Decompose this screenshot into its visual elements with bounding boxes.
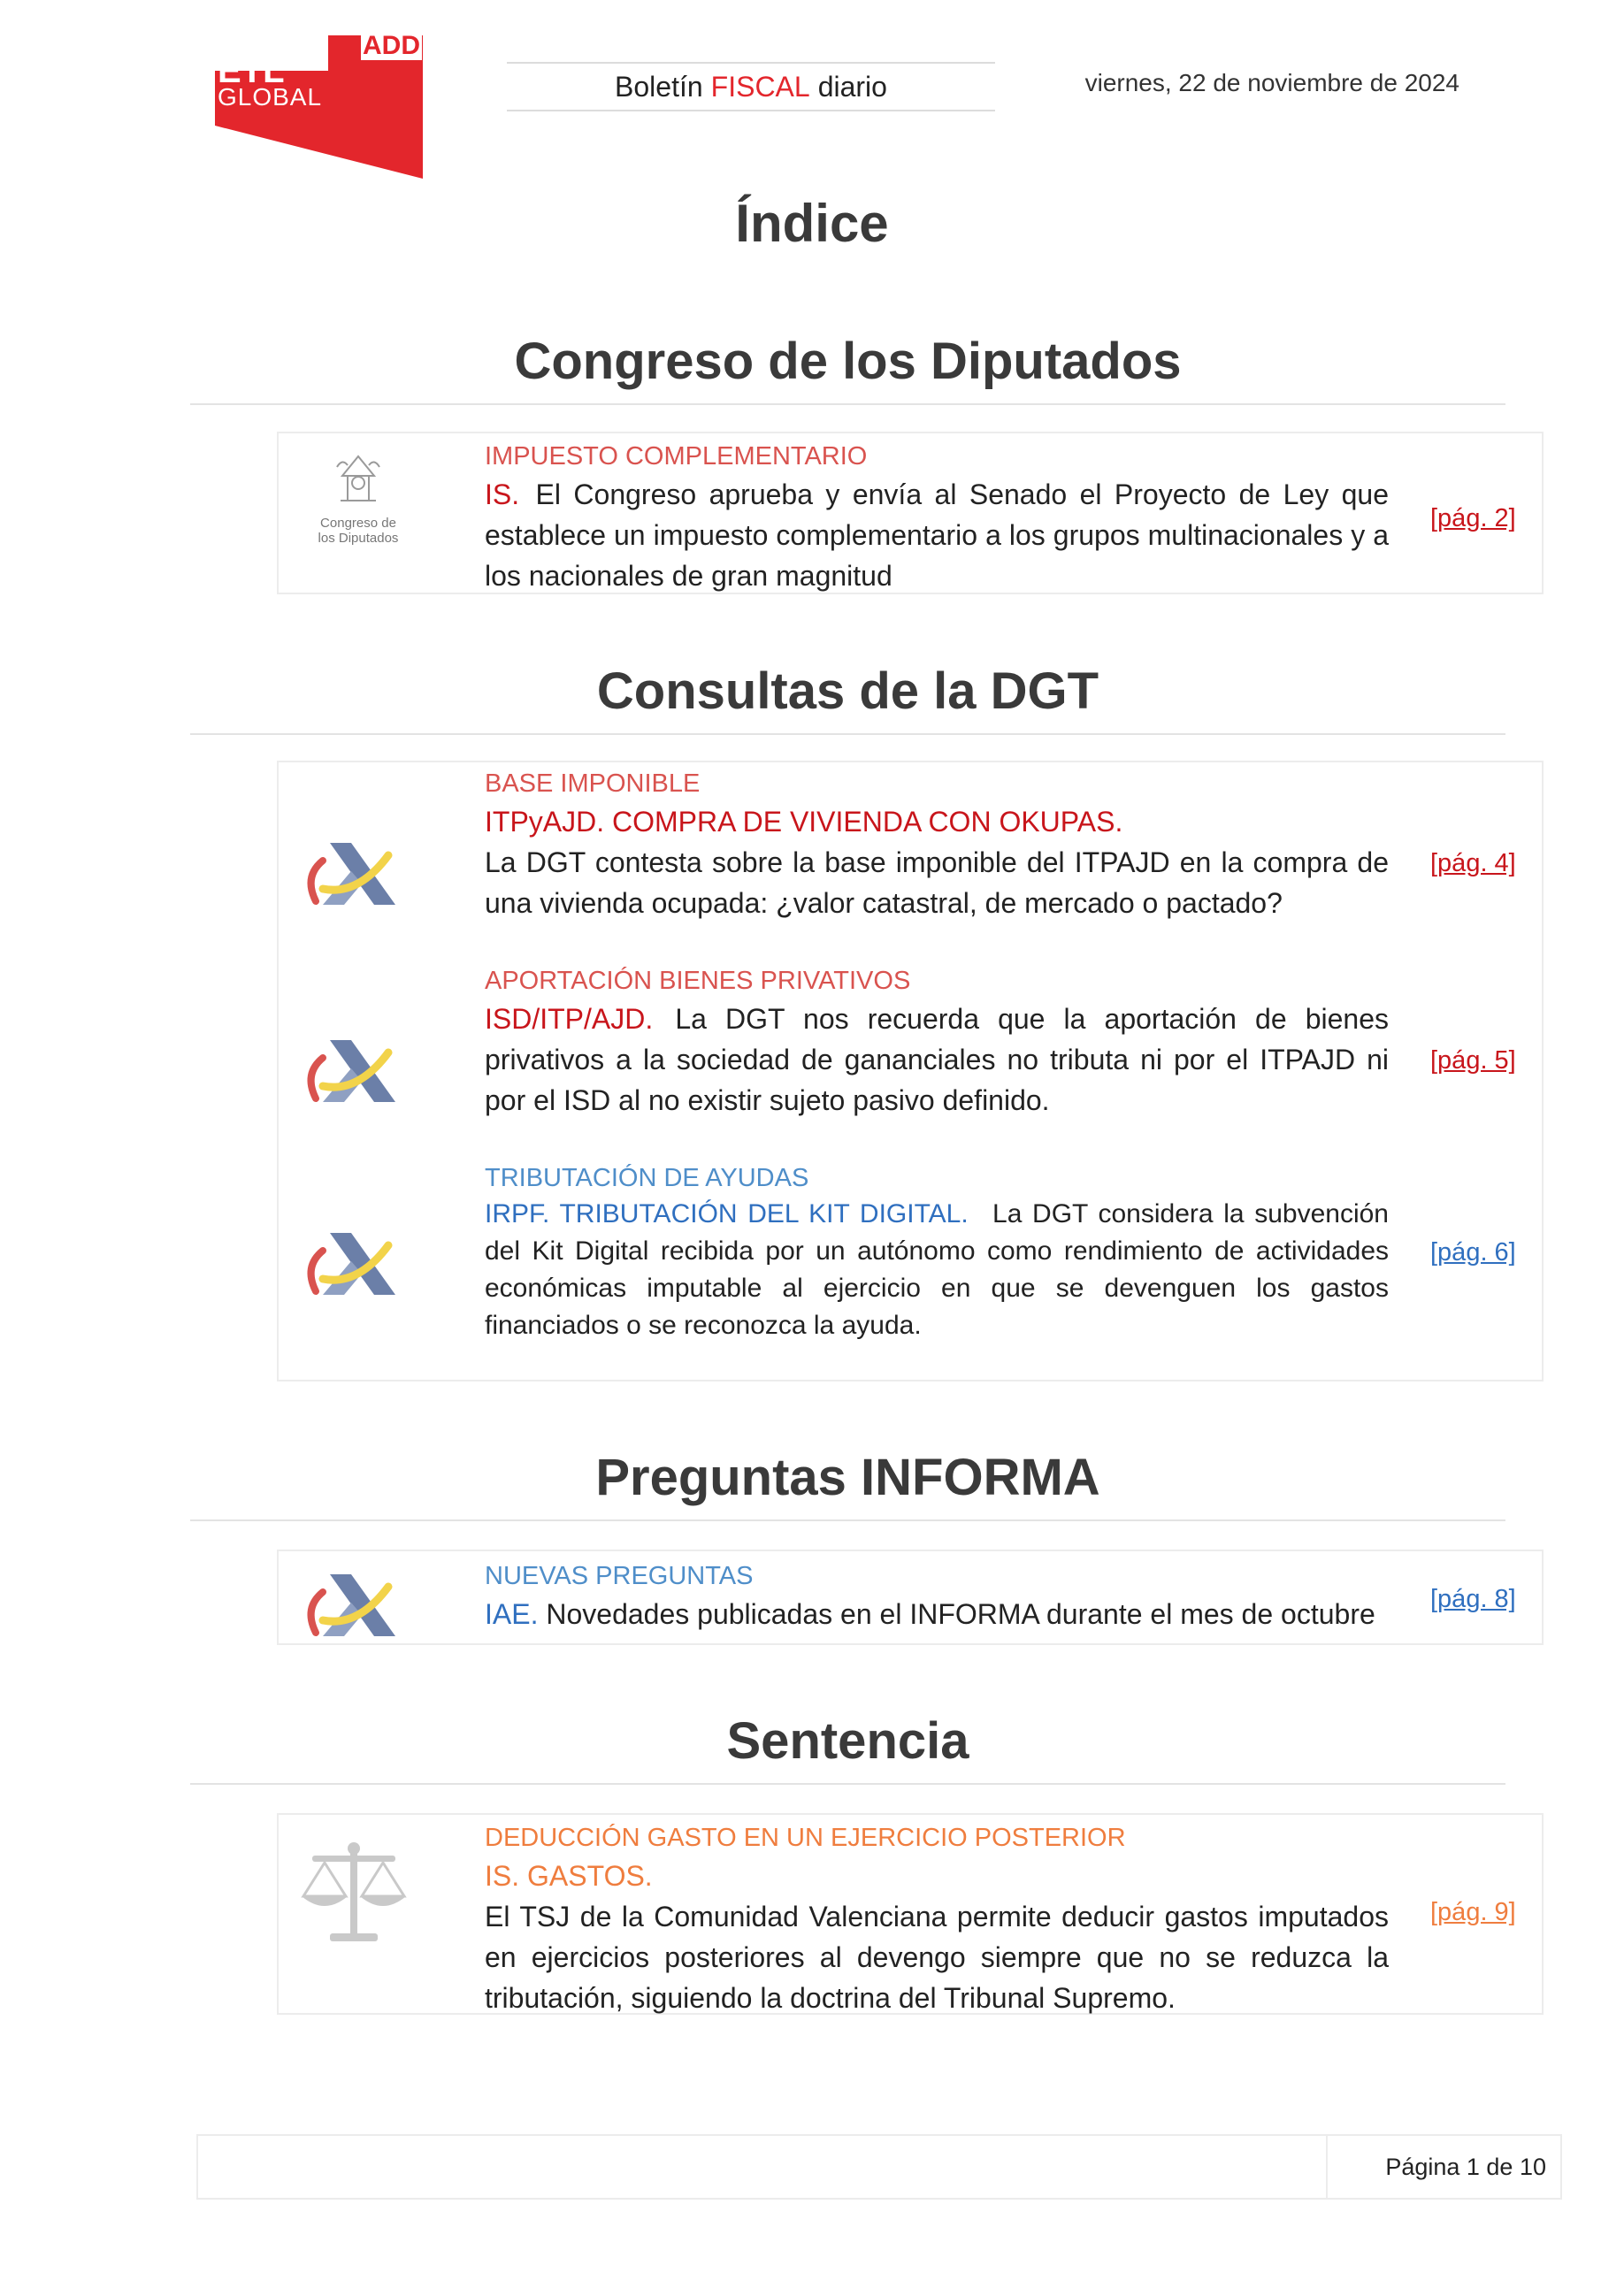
footer-divider [1326, 2136, 1328, 2198]
entry-text [485, 1820, 1389, 2018]
entry-text [485, 1160, 1389, 1344]
scales-of-justice-icon [296, 1838, 420, 1944]
entry-prefix: ISD/ITP/AJD. [485, 1003, 654, 1035]
card-consultas-dgt [277, 761, 1544, 1381]
index-title: Índice [735, 194, 889, 253]
entry-category: IMPUESTO COMPLEMENTARIO [485, 442, 868, 471]
page-footer [196, 2134, 1562, 2200]
entry-description: El TSJ de la Comunidad Valenciana permite deducir gastos imputados en ejercicios posteriores al devengo siempre que no se reduzca la tributación, siguiendo la doctrina del Tribunal Supremo. [485, 1901, 1389, 2014]
section-consultas-dgt [190, 662, 1505, 735]
entry-prefix: IAE. [485, 1598, 539, 1630]
entry-description: El Congreso aprueba y envía al Senado el Proyecto de Ley que establece un impuesto complementario a los grupos multinacionales y a los nacionales de gran magnitud [485, 478, 1390, 592]
entry-body [485, 1594, 1389, 1634]
entry-body [485, 1856, 1389, 2018]
entry-prefix: ITPyAJD. COMPRA DE VIVIENDA CON OKUPAS. [485, 806, 1123, 838]
logo-add-text: ADD [363, 31, 420, 60]
page-link[interactable]: [pág. 6] [1430, 1238, 1516, 1267]
bulletin-date: viernes, 22 de noviembre de 2024 [1084, 69, 1459, 96]
section-title: Sentencia [190, 1711, 1505, 1785]
bulletin-title-pre: Boletín [615, 70, 703, 103]
page-number: Página 1 de 10 [1385, 2154, 1546, 2180]
entry-description: La DGT contesta sobre la base imponible del ITPAJD en la compra de una vivienda ocupada: ¿valor catastral, de mercado o pactado? [485, 846, 1389, 919]
congreso-logo-icon [296, 449, 420, 555]
agencia-tributaria-icon [296, 1213, 420, 1320]
card-sentencia [277, 1813, 1544, 2015]
entry-category: NUEVAS PREGUNTAS [485, 1562, 754, 1590]
entry-description: La DGT nos recuerda que la aportación de bienes privativos a la sociedad de gananciales no tributa ni por el ITPAJD ni por el ISD al no existir sujeto pasivo definido. [485, 1003, 1390, 1116]
entry-body [485, 801, 1389, 923]
agencia-tributaria-icon [296, 1555, 420, 1661]
section-title: Preguntas INFORMA [190, 1448, 1505, 1521]
entry-description: La DGT considera la subvención del Kit Digital recibida por un autónomo como rendimiento de actividades económicas imputable al ejercicio en que se devenguen los gastos financiados o se reconozca la ayuda. [485, 1199, 1389, 1340]
entry-text [485, 963, 1389, 1121]
page-link[interactable]: [pág. 9] [1430, 1898, 1516, 1926]
congreso-logo-text-1: Congreso de [320, 516, 396, 531]
entry-category: TRIBUTACIÓN DE AYUDAS [485, 1164, 809, 1192]
entry-category: BASE IMPONIBLE [485, 769, 701, 798]
entry-category: APORTACIÓN BIENES PRIVATIVOS [485, 967, 911, 995]
section-title: Congreso de los Diputados [190, 332, 1505, 405]
congreso-logo-text-2: los Diputados [318, 531, 399, 546]
entry-text [485, 1558, 1389, 1634]
entry-body [485, 1196, 1389, 1344]
section-congreso [190, 332, 1505, 405]
section-sentencia [190, 1711, 1505, 1785]
section-title: Consultas de la DGT [190, 662, 1505, 735]
bulletin-title-fiscal: FISCAL [710, 70, 810, 103]
bulletin-title [507, 62, 995, 111]
card-congreso [277, 432, 1544, 594]
card-preguntas-informa [277, 1550, 1544, 1645]
entry-text [485, 766, 1389, 923]
page-link[interactable]: [pág. 8] [1430, 1585, 1516, 1613]
etl-global-add-logo [215, 31, 423, 179]
entry-description: Novedades publicadas en el INFORMA durante el mes de octubre [546, 1598, 1375, 1630]
logo-global-text: GLOBAL [218, 83, 323, 111]
entry-category: DEDUCCIÓN GASTO EN UN EJERCICIO POSTERIOR [485, 1824, 1126, 1852]
entry-prefix: IS. GASTOS. [485, 1860, 653, 1892]
entry-prefix: IRPF. TRIBUTACIÓN DEL KIT DIGITAL. [485, 1199, 969, 1228]
entry-body [485, 999, 1389, 1121]
entry-prefix: IS. [485, 478, 520, 510]
page-link[interactable]: [pág. 4] [1430, 849, 1516, 877]
page-link[interactable]: [pág. 2] [1430, 504, 1516, 532]
bulletin-title-post: diario [817, 70, 887, 103]
section-preguntas-informa [190, 1448, 1505, 1521]
page-link[interactable]: [pág. 5] [1430, 1046, 1516, 1075]
agencia-tributaria-icon [296, 1021, 420, 1127]
entry-body [485, 474, 1389, 596]
logo-etl-text: ETL [218, 51, 285, 90]
entry-text [485, 439, 1389, 596]
agencia-tributaria-icon [296, 823, 420, 930]
